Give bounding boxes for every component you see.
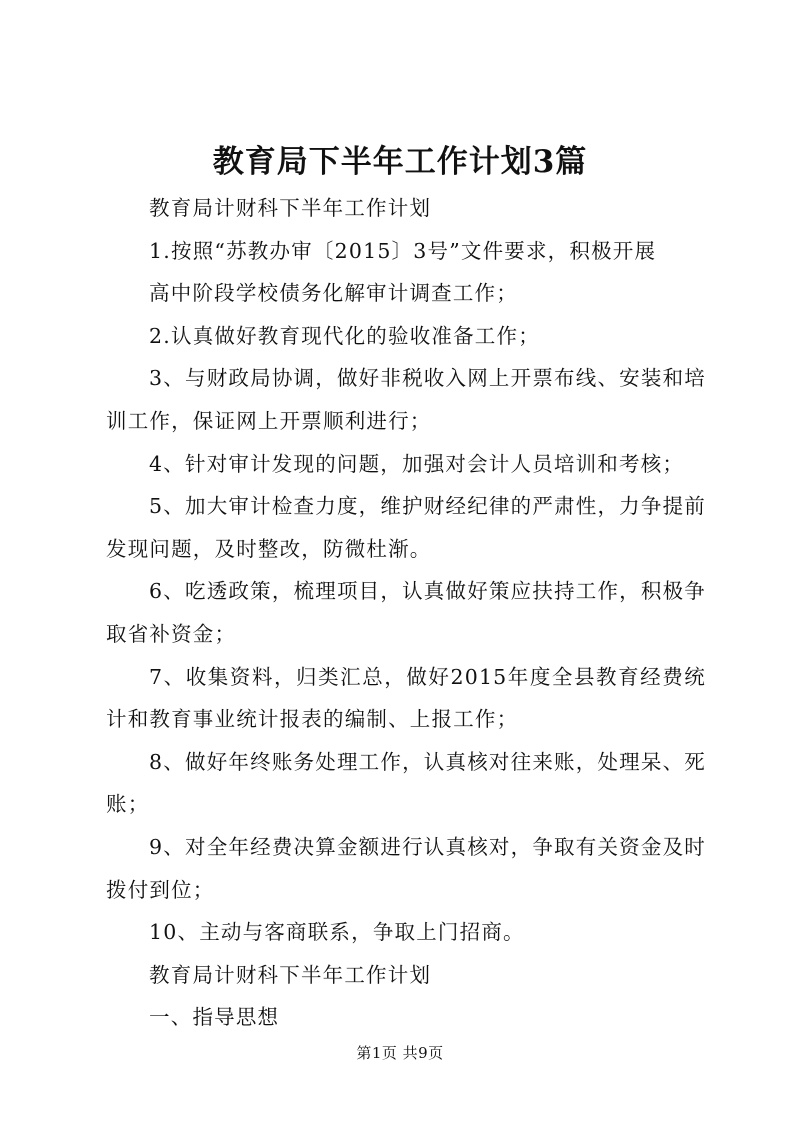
page-number-footer: 第1页 共9页 [356, 1044, 444, 1062]
paragraph-item-3: 3、与财政局协调，做好非税收入网上开票布线、安装和培训工作，保证网上开票顺利进行； [106, 366, 706, 433]
paragraph-item-1-continued: 高中阶段学校债务化解审计调查工作； [149, 281, 518, 306]
paragraph-guiding-ideology: 一、指导思想 [149, 1005, 280, 1030]
document-title: 教育局下半年工作计划3篇 [212, 144, 588, 180]
paragraph-item-2: 2.认真做好教育现代化的验收准备工作； [149, 323, 540, 348]
document-body [106, 187, 706, 1039]
paragraph-item-8: 8、做好年终账务处理工作，认真核对往来账，处理呆、死账； [106, 749, 706, 817]
paragraph-subtitle: 教育局计财科下半年工作计划 [149, 196, 432, 220]
paragraph-item-1: 1.按照“苏教办审〔2015〕3号”文件要求，积极开展 [149, 238, 657, 263]
paragraph-item-7: 7、收集资料，归类汇总，做好2015年度全县教育经费统计和教育事业统计报表的编制、上报工作； [106, 664, 706, 732]
paragraph-item-5: 5、加大审计检查力度，维护财经纪律的严肃性，力争提前发现问题，及时整改，防微杜渐。 [106, 494, 706, 561]
paragraph-section-heading: 教育局计财科下半年工作计划 [149, 962, 432, 987]
paragraph-item-10: 10、主动与客商联系，争取上门招商。 [149, 920, 525, 945]
paragraph-item-4: 4、针对审计发现的问题，加强对会计人员培训和考核； [149, 451, 685, 476]
paragraph-item-9: 9、对全年经费决算金额进行认真核对，争取有关资金及时拨付到位； [106, 834, 706, 902]
paragraph-item-6: 6、吃透政策，梳理项目，认真做好策应扶持工作，积极争取省补资金； [106, 579, 706, 646]
